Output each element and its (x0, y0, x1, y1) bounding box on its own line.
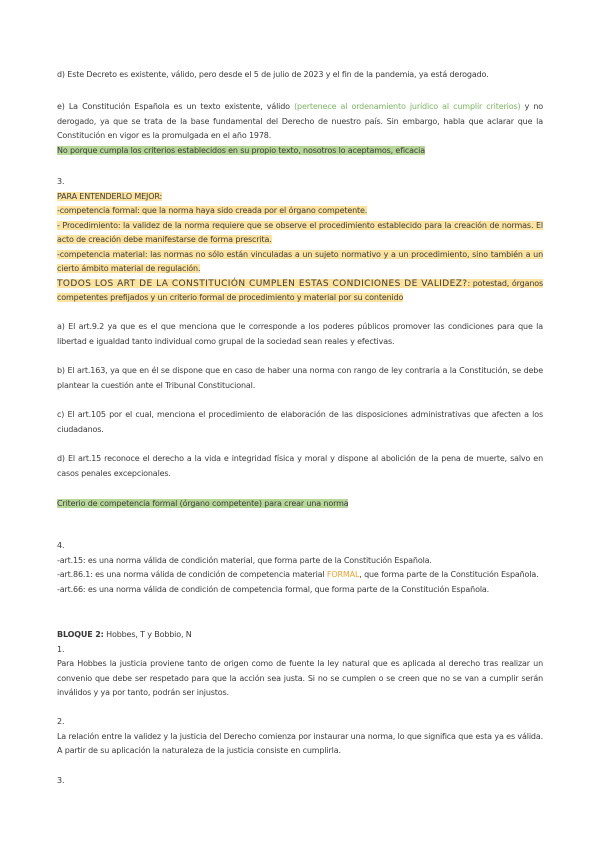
section-3-a: a) El art.9.2 ya que es el que menciona que le corresponde a los poderes públicos promover las condiciones para que la libertad e igualdad tanto individual como grupal de la sociedad sean reales y efectivas. (57, 322, 543, 346)
paragraph-e-highlight: No porque cumpla los criterios establecidos en su propio texto, nosotros lo aceptamos, eficacia (57, 145, 426, 155)
criterion-formal: -competencia formal: que la norma haya sido creada por el órgano competente. (57, 206, 368, 215)
criterion-procedure: - Procedimiento: la validez de la norma requiere que se observe el procedimiento establecido para la creación de normas. El acto de creación debe manifestarse de forma prescrita. (57, 220, 543, 244)
formal-word: FORMAL (326, 570, 360, 579)
bloque-2-question-3 (57, 774, 543, 789)
section-4-art15: -art.15: es una norma válida de condición material, que forma parte de la Constitución Española. (57, 555, 432, 565)
bloque-2-title: Hobbes, T y Bobbio, N (103, 630, 192, 639)
bloque-2-number-3: 3. (57, 776, 65, 785)
validity-question (57, 279, 543, 303)
bloque-2-question-2 (57, 715, 543, 759)
section-3 (57, 175, 543, 306)
section-3-c: c) El art.105 por el cual, menciona el procedimiento de elaboración de las disposiciones administrativas que afecten a los ciudadanos. (57, 410, 543, 434)
section-4-number: 4. (57, 541, 65, 550)
bloque-2-paragraph-1: Para Hobbes la justicia proviene tanto de origen como de fuente la ley natural que es aplicada al derecho tras realizar un convenio que debe ser respetado para que la acción sea justa. Si no se cumplen o se creen que no se van a cumplir serán inválidos y ya por tanto, podrán ser injustos. (57, 659, 543, 697)
criterion-material: -competencia material: las normas no sólo están vinculadas a un sujeto normativo y a un procedimiento, sino también a un cierto ámbito material de regulación. (57, 249, 543, 273)
section-3-b: b) El art.163, ya que en él se dispone que en caso de haber una norma con rango de ley contraria a la Constitución, se debe plantear la cuestión ante el Tribunal Constitucional. (57, 366, 543, 390)
section-3-number: 3. (57, 177, 65, 186)
bloque-2-label: BLOQUE 2: (57, 630, 104, 639)
bloque-2-paragraph-2: La relación entre la validez y la justicia del Derecho comienza por instaurar una norma, lo que significa que esta ya es válida. A partir de su aplicación la naturaleza de la justicia consiste en cumplirla. (57, 731, 543, 755)
paragraph-d: d) Este Decreto es existente, válido, pero desde el 5 de julio de 2023 y el fin de la pandemia, ya está derogado. (57, 70, 489, 79)
paragraph-e (57, 100, 543, 158)
section-3-d: d) El art.15 reconoce el derecho a la vida e integridad física y moral y dispone al abolición de la pena de muerte, salvo en casos penales excepcionales. (57, 454, 543, 478)
section-4-art66: -art.66: es una norma válida de condición de competencia formal, que forma parte de la Constitución Española. (57, 584, 490, 594)
section-4 (57, 539, 543, 597)
paragraph-e-text-2: y no derogado, ya que se trata de la base fundamental del Derecho de nuestro país. Sin embargo, habla que aclarar que la Constitución en vigor es la promulgada en el año 1978. (57, 102, 543, 140)
validity-question-caps: TODOS LOS ART DE LA CONSTITUCIÓN CUMPLEN ESTAS CONDICIONES DE VALIDEZ? (57, 278, 468, 289)
bloque-2-number-1: 1. (57, 644, 65, 654)
validity-question-rest: : potestad, órganos competentes prefijados y un criterio formal de procedimiento y material por su contenido (57, 278, 543, 302)
section-3-title: PARA ENTENDERLO MEJOR: (57, 191, 163, 201)
section-3-conclusion (57, 497, 543, 512)
bloque-2-number-2: 2. (57, 717, 65, 726)
section-4-art86: -art.86.1: es una norma válida de condición de competencia material FORMAL, que forma parte de la Constitución Española. (57, 570, 539, 579)
bloque-2-heading (57, 628, 543, 643)
paragraph-e-parenthetical: (pertenece al ordenamiento jurídico al cumplir criterios) (294, 102, 521, 111)
section-3-conclusion-highlight: Criterio de competencia formal (órgano competente) para crear una norma (57, 499, 349, 508)
bloque-2 (57, 628, 543, 701)
paragraph-e-text-1: e) La Constitución Española es un texto existente, válido (57, 102, 295, 111)
